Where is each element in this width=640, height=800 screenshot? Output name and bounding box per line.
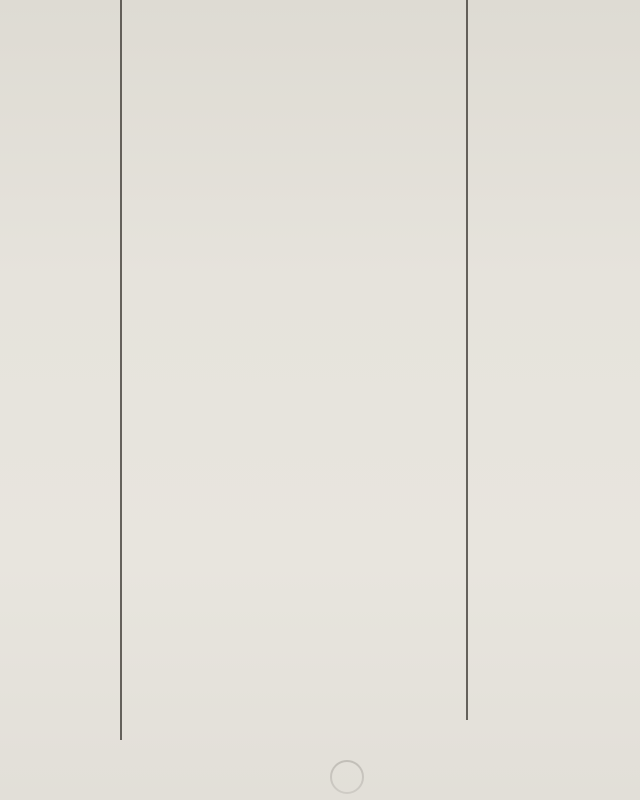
column-rule <box>466 0 468 720</box>
column-rule <box>120 0 122 740</box>
page-edge-shadow <box>0 740 640 800</box>
